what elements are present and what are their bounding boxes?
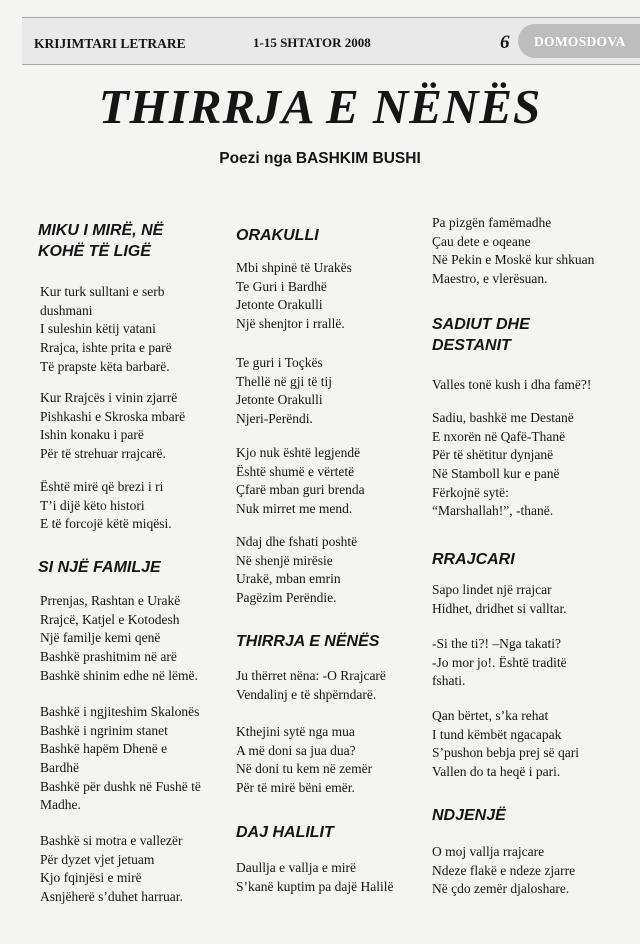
poem-stanza: Ndaj dhe fshati poshtë Në shenjë mirësie Urakë, mban emrin Pagëzim Perëndie. xyxy=(236,534,358,605)
poem-stanza: Bashkë si motra e vallezër Për dyzet vjet jetuam Kjo fqinjësi e mirë Asnjëherë s’duhet harruar. xyxy=(40,833,183,904)
poem-stanza: Bashkë i ngjiteshim Skalonës Bashkë i ngrinim stanet Bashkë hapëm Dhenë e Bardhë Bashkë për dushk në Fushë të Madhe. xyxy=(40,704,201,813)
poem-title: THIRRJA E NËNËS xyxy=(236,633,380,650)
poem-stanza: Qan bërtet, s’ka rehat I tund këmbët ngacapak S’pushon bebja prej së qari Vallen do ta heqë i pari. xyxy=(432,708,579,779)
poem-title: DAJ HALILIT xyxy=(236,824,334,841)
poem-stanza: O moj vallja rrajcare Ndeze flakë e ndeze zjarre Në çdo zemër djaloshare. xyxy=(432,844,576,897)
poem-title: RRAJCARI xyxy=(432,551,515,568)
poem-stanza: -Si the ti?! –Nga takati? -Jo mor jo!. Është traditë fshati. xyxy=(432,636,567,689)
poem-stanza: Sadiu, bashkë me Destanë E nxorën në Qafë-Thanë Për të shëtitur dynjanë Në Stamboll kur e panë Fërkojnë sytë: “Marshallah!”, -thanë. xyxy=(432,410,574,519)
poem-title: ORAKULLI xyxy=(236,227,319,244)
poem-stanza: Kur Rrajcës i vinin zjarrë Pishkashi e Skroska mbarë Ishin konaku i parë Për të strehuar rrajcarë. xyxy=(40,390,186,461)
page-number: 6 xyxy=(500,32,510,53)
poem-stanza: Prrenjas, Rashtan e Urakë Rrajcë, Katjel e Kotodesh Një familje kemi qenë Bashkë prashitnim në arë Bashkë shinim edhe në lëmë. xyxy=(40,593,198,683)
poem-title: SADIUT DHE DESTANIT xyxy=(432,316,530,354)
publication-name: DOMOSDOVA xyxy=(534,34,626,49)
page-header xyxy=(22,17,640,65)
poem-stanza: Është mirë që brezi i ri T’i dijë këto histori E të forcojë këtë miqësi. xyxy=(40,479,172,532)
poem-title: MIKU I MIRË, NË KOHË TË LIGË xyxy=(38,222,164,260)
page-subtitle: Poezi nga BASHKIM BUSHI xyxy=(219,150,421,167)
poem-stanza: Pa pizgën famëmadhe Çau dete e oqeane Në Pekin e Moskë kur shkuan Maestro, e vlerësuan. xyxy=(432,215,595,286)
page-title: THIRRJA E NËNËS xyxy=(98,79,542,134)
poem-stanza: Ju thërret nëna: -O Rrajcarë Vendalinj e të shpërndarë. xyxy=(236,668,386,702)
poem-stanza: Daullja e vallja e mirë S’kanë kuptim pa dajë Halilë xyxy=(236,860,394,894)
section-title: KRIJIMTARI LETRARE xyxy=(34,36,186,51)
poem-title: SI NJË FAMILJE xyxy=(38,559,161,576)
poem-stanza: Mbi shpinë të Urakës Te Guri i Bardhë Jetonte Orakulli Një shenjtor i rrallë. xyxy=(236,260,352,331)
poem-stanza: Kur turk sulltani e serb dushmani I suleshin këtij vatani Rrajca, ishte prita e parë Të prapste këta barbarë. xyxy=(40,284,172,374)
poem-stanza: Sapo lindet një rrajcar Hidhet, dridhet si valltar. xyxy=(432,582,567,616)
poem-stanza: Valles tonë kush i dha famë?! xyxy=(432,377,592,393)
poem-title: NDJENJË xyxy=(432,807,506,824)
poem-stanza: Kthejini sytë nga mua A më doni sa jua dua? Në doni tu kem në zemër Për të mirë bëni emër. xyxy=(236,724,373,795)
issue-date: 1-15 SHTATOR 2008 xyxy=(253,35,371,50)
poem-stanza: Kjo nuk është legjendë Është shumë e vërtetë Çfarë mban guri brenda Nuk mirret me mend. xyxy=(236,445,365,516)
poem-stanza: Te guri i Toçkës Thellë në gji të tij Jetonte Orakulli Njeri-Perëndi. xyxy=(236,355,332,426)
